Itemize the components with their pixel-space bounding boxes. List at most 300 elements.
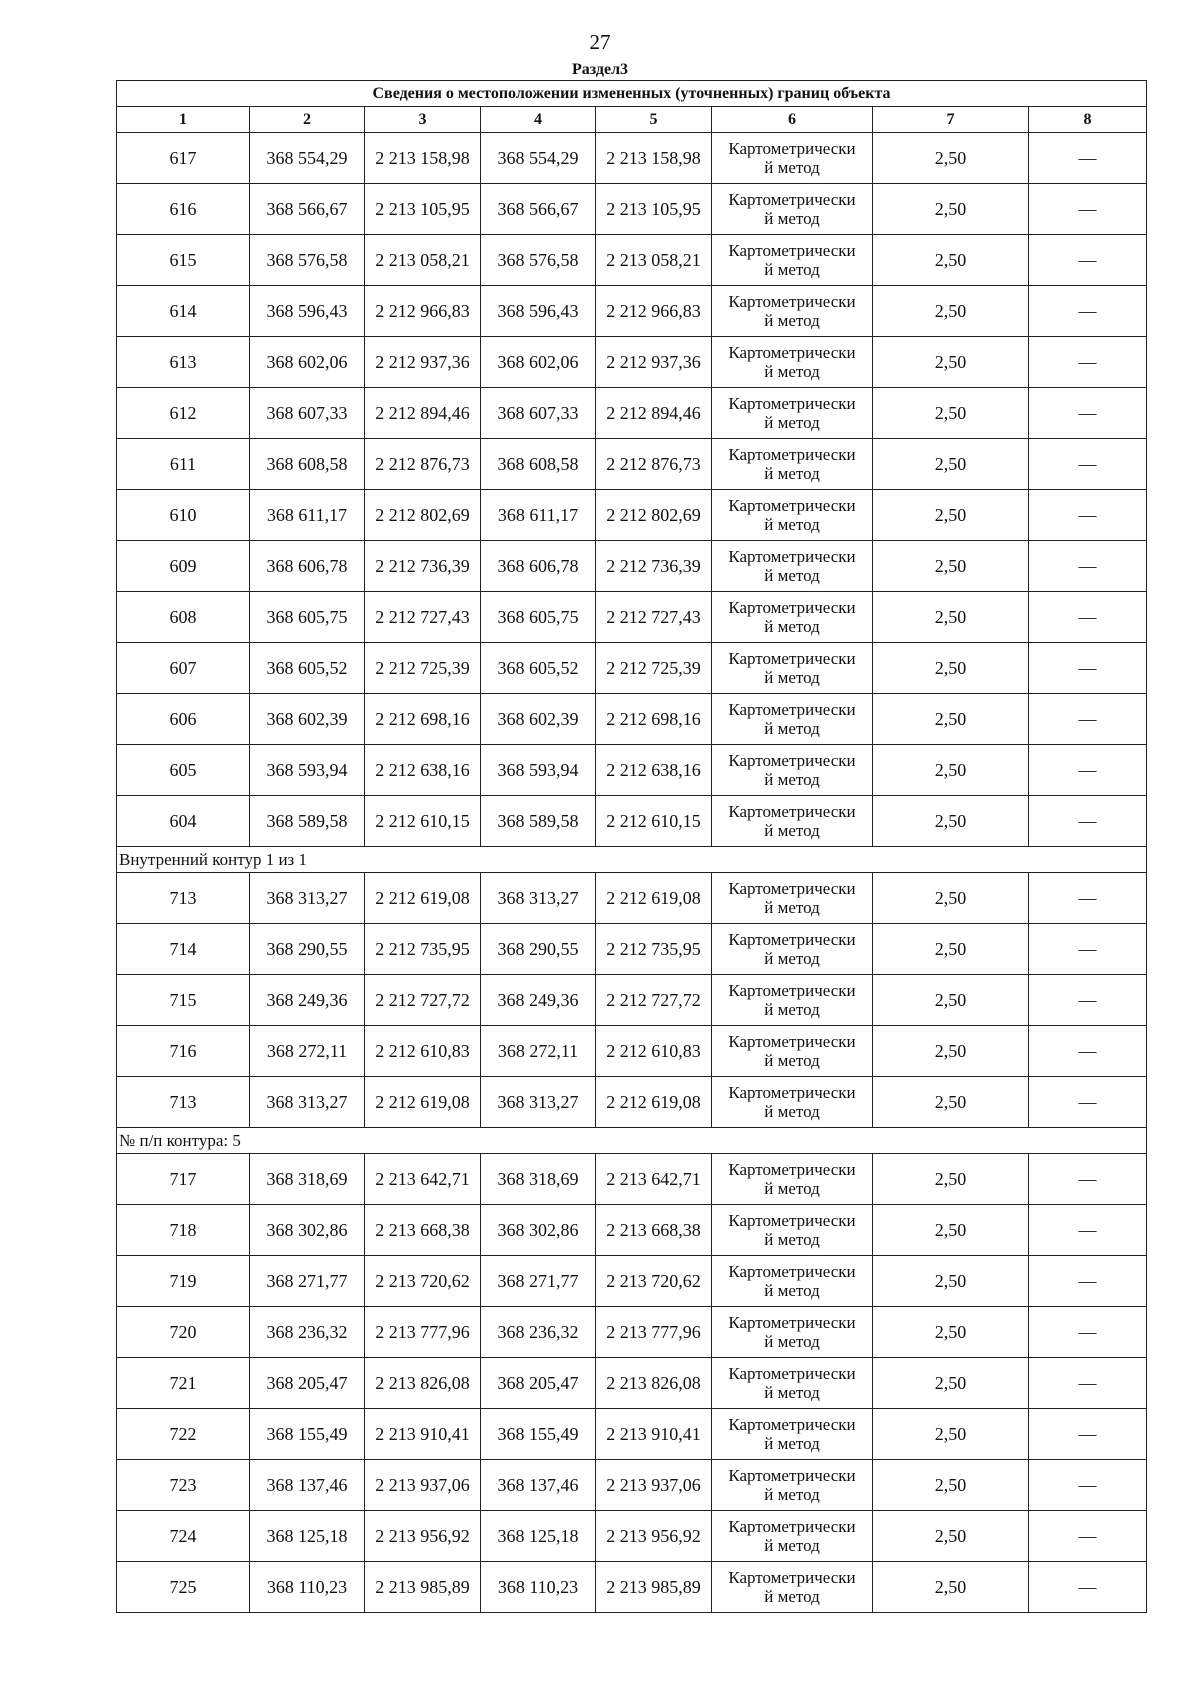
y-refined-cell: 2 213 777,96 [596, 1307, 712, 1358]
point-number-cell: 713 [117, 873, 250, 924]
column-number-row [117, 107, 1147, 133]
method-line-1: Картометрически [728, 190, 856, 209]
method-line-1: Картометрически [728, 1160, 856, 1179]
note-cell: — [1029, 337, 1147, 388]
point-number-cell: 725 [117, 1562, 250, 1613]
table-row [117, 1562, 1147, 1613]
point-number-cell: 714 [117, 924, 250, 975]
note-cell: — [1029, 439, 1147, 490]
x-existing-cell: 368 236,32 [250, 1307, 365, 1358]
method-cell [712, 1358, 873, 1409]
note-cell: — [1029, 184, 1147, 235]
y-refined-cell: 2 212 610,83 [596, 1026, 712, 1077]
x-existing-cell: 368 313,27 [250, 873, 365, 924]
note-cell: — [1029, 975, 1147, 1026]
x-refined-cell: 368 602,06 [481, 337, 596, 388]
method-line-2: й метод [764, 1587, 820, 1606]
column-header: 2 [250, 107, 365, 133]
table-row [117, 1307, 1147, 1358]
note-cell: — [1029, 541, 1147, 592]
method-line-1: Картометрически [728, 139, 856, 158]
y-refined-cell: 2 212 727,72 [596, 975, 712, 1026]
accuracy-cell: 2,50 [873, 388, 1029, 439]
accuracy-cell: 2,50 [873, 1358, 1029, 1409]
y-existing-cell: 2 213 668,38 [365, 1205, 481, 1256]
table-row [117, 1511, 1147, 1562]
method-line-2: й метод [764, 1051, 820, 1070]
y-existing-cell: 2 212 610,15 [365, 796, 481, 847]
x-existing-cell: 368 602,39 [250, 694, 365, 745]
y-existing-cell: 2 213 105,95 [365, 184, 481, 235]
accuracy-cell: 2,50 [873, 873, 1029, 924]
x-refined-cell: 368 318,69 [481, 1154, 596, 1205]
point-number-cell: 718 [117, 1205, 250, 1256]
y-existing-cell: 2 212 727,72 [365, 975, 481, 1026]
accuracy-cell: 2,50 [873, 337, 1029, 388]
note-cell: — [1029, 796, 1147, 847]
note-cell: — [1029, 1205, 1147, 1256]
method-line-2: й метод [764, 158, 820, 177]
table-row [117, 337, 1147, 388]
method-line-2: й метод [764, 1383, 820, 1402]
method-cell [712, 388, 873, 439]
note-cell: — [1029, 1511, 1147, 1562]
method-line-1: Картометрически [728, 1415, 856, 1434]
accuracy-cell: 2,50 [873, 1460, 1029, 1511]
method-line-1: Картометрически [728, 1364, 856, 1383]
x-existing-cell: 368 608,58 [250, 439, 365, 490]
accuracy-cell: 2,50 [873, 1077, 1029, 1128]
method-cell [712, 235, 873, 286]
point-number-cell: 724 [117, 1511, 250, 1562]
table-row [117, 694, 1147, 745]
y-existing-cell: 2 213 720,62 [365, 1256, 481, 1307]
method-cell [712, 592, 873, 643]
point-number-cell: 604 [117, 796, 250, 847]
x-refined-cell: 368 589,58 [481, 796, 596, 847]
y-existing-cell: 2 212 894,46 [365, 388, 481, 439]
accuracy-cell: 2,50 [873, 1562, 1029, 1613]
column-header: 5 [596, 107, 712, 133]
y-existing-cell: 2 212 638,16 [365, 745, 481, 796]
point-number-cell: 722 [117, 1409, 250, 1460]
method-cell [712, 1460, 873, 1511]
y-existing-cell: 2 212 937,36 [365, 337, 481, 388]
table-row [117, 796, 1147, 847]
x-existing-cell: 368 602,06 [250, 337, 365, 388]
note-cell: — [1029, 694, 1147, 745]
accuracy-cell: 2,50 [873, 1307, 1029, 1358]
method-cell [712, 1077, 873, 1128]
y-refined-cell: 2 212 727,43 [596, 592, 712, 643]
table-row [117, 745, 1147, 796]
method-cell [712, 541, 873, 592]
x-refined-cell: 368 249,36 [481, 975, 596, 1026]
y-existing-cell: 2 213 158,98 [365, 133, 481, 184]
method-line-2: й метод [764, 413, 820, 432]
table-row [117, 643, 1147, 694]
note-cell: — [1029, 745, 1147, 796]
method-line-1: Картометрически [728, 598, 856, 617]
column-header: 8 [1029, 107, 1147, 133]
x-refined-cell: 368 606,78 [481, 541, 596, 592]
method-line-2: й метод [764, 949, 820, 968]
note-cell: — [1029, 1077, 1147, 1128]
y-existing-cell: 2 213 058,21 [365, 235, 481, 286]
column-header: 6 [712, 107, 873, 133]
x-existing-cell: 368 205,47 [250, 1358, 365, 1409]
section-title: Раздел3 [571, 61, 629, 78]
point-number-cell: 719 [117, 1256, 250, 1307]
y-refined-cell: 2 212 610,15 [596, 796, 712, 847]
table-row [117, 388, 1147, 439]
method-line-1: Картометрически [728, 547, 856, 566]
x-existing-cell: 368 611,17 [250, 490, 365, 541]
point-number-cell: 617 [117, 133, 250, 184]
method-cell [712, 1409, 873, 1460]
note-cell: — [1029, 1562, 1147, 1613]
x-refined-cell: 368 611,17 [481, 490, 596, 541]
method-line-1: Картометрически [728, 930, 856, 949]
method-line-1: Картометрически [728, 649, 856, 668]
note-cell: — [1029, 235, 1147, 286]
y-existing-cell: 2 213 937,06 [365, 1460, 481, 1511]
table-row [117, 490, 1147, 541]
x-refined-cell: 368 566,67 [481, 184, 596, 235]
method-line-2: й метод [764, 209, 820, 228]
table-row [117, 133, 1147, 184]
x-existing-cell: 368 249,36 [250, 975, 365, 1026]
x-existing-cell: 368 318,69 [250, 1154, 365, 1205]
method-cell [712, 337, 873, 388]
note-cell: — [1029, 643, 1147, 694]
column-header: 4 [481, 107, 596, 133]
note-cell: — [1029, 1154, 1147, 1205]
table-title: Сведения о местоположении измененных (уточненных) границ объекта [117, 81, 1147, 107]
method-line-1: Картометрически [728, 445, 856, 464]
method-cell [712, 1026, 873, 1077]
accuracy-cell: 2,50 [873, 1256, 1029, 1307]
point-number-cell: 610 [117, 490, 250, 541]
accuracy-cell: 2,50 [873, 694, 1029, 745]
method-cell [712, 924, 873, 975]
method-line-1: Картометрически [728, 1466, 856, 1485]
method-line-1: Картометрически [728, 394, 856, 413]
method-line-1: Картометрически [728, 1211, 856, 1230]
point-number-cell: 607 [117, 643, 250, 694]
method-line-2: й метод [764, 1434, 820, 1453]
point-number-cell: 605 [117, 745, 250, 796]
accuracy-cell: 2,50 [873, 184, 1029, 235]
table-row [117, 1460, 1147, 1511]
x-refined-cell: 368 271,77 [481, 1256, 596, 1307]
accuracy-cell: 2,50 [873, 490, 1029, 541]
x-existing-cell: 368 566,67 [250, 184, 365, 235]
x-refined-cell: 368 593,94 [481, 745, 596, 796]
y-existing-cell: 2 212 876,73 [365, 439, 481, 490]
y-refined-cell: 2 213 668,38 [596, 1205, 712, 1256]
accuracy-cell: 2,50 [873, 745, 1029, 796]
method-line-2: й метод [764, 1332, 820, 1351]
method-line-2: й метод [764, 464, 820, 483]
note-cell: — [1029, 388, 1147, 439]
note-cell: — [1029, 1409, 1147, 1460]
method-line-1: Картометрически [728, 751, 856, 770]
y-existing-cell: 2 213 910,41 [365, 1409, 481, 1460]
point-number-cell: 606 [117, 694, 250, 745]
y-existing-cell: 2 212 966,83 [365, 286, 481, 337]
y-refined-cell: 2 213 826,08 [596, 1358, 712, 1409]
method-cell [712, 1511, 873, 1562]
x-existing-cell: 368 605,75 [250, 592, 365, 643]
method-line-1: Картометрически [728, 1262, 856, 1281]
method-line-1: Картометрически [728, 292, 856, 311]
point-number-cell: 717 [117, 1154, 250, 1205]
y-refined-cell: 2 213 058,21 [596, 235, 712, 286]
accuracy-cell: 2,50 [873, 439, 1029, 490]
accuracy-cell: 2,50 [873, 235, 1029, 286]
y-existing-cell: 2 212 736,39 [365, 541, 481, 592]
accuracy-cell: 2,50 [873, 975, 1029, 1026]
x-refined-cell: 368 554,29 [481, 133, 596, 184]
y-refined-cell: 2 212 966,83 [596, 286, 712, 337]
method-line-1: Картометрически [728, 496, 856, 515]
y-existing-cell: 2 213 985,89 [365, 1562, 481, 1613]
accuracy-cell: 2,50 [873, 924, 1029, 975]
table-row [117, 439, 1147, 490]
x-refined-cell: 368 596,43 [481, 286, 596, 337]
point-number-cell: 713 [117, 1077, 250, 1128]
method-line-1: Картометрически [728, 1568, 856, 1587]
accuracy-cell: 2,50 [873, 1205, 1029, 1256]
y-refined-cell: 2 212 876,73 [596, 439, 712, 490]
method-line-2: й метод [764, 1230, 820, 1249]
y-refined-cell: 2 212 619,08 [596, 873, 712, 924]
method-line-1: Картометрически [728, 241, 856, 260]
y-existing-cell: 2 212 802,69 [365, 490, 481, 541]
note-cell: — [1029, 1026, 1147, 1077]
method-cell [712, 694, 873, 745]
y-existing-cell: 2 213 642,71 [365, 1154, 481, 1205]
y-refined-cell: 2 212 802,69 [596, 490, 712, 541]
method-line-2: й метод [764, 1179, 820, 1198]
method-line-2: й метод [764, 668, 820, 687]
method-line-2: й метод [764, 1000, 820, 1019]
accuracy-cell: 2,50 [873, 1409, 1029, 1460]
y-refined-cell: 2 212 894,46 [596, 388, 712, 439]
accuracy-cell: 2,50 [873, 133, 1029, 184]
method-cell [712, 1256, 873, 1307]
contour-label-row [117, 847, 1147, 873]
x-existing-cell: 368 605,52 [250, 643, 365, 694]
y-existing-cell: 2 212 727,43 [365, 592, 481, 643]
method-cell [712, 1205, 873, 1256]
x-existing-cell: 368 593,94 [250, 745, 365, 796]
note-cell: — [1029, 1460, 1147, 1511]
x-existing-cell: 368 302,86 [250, 1205, 365, 1256]
y-refined-cell: 2 213 105,95 [596, 184, 712, 235]
y-existing-cell: 2 212 610,83 [365, 1026, 481, 1077]
method-line-1: Картометрически [728, 1032, 856, 1051]
point-number-cell: 723 [117, 1460, 250, 1511]
x-existing-cell: 368 137,46 [250, 1460, 365, 1511]
x-refined-cell: 368 608,58 [481, 439, 596, 490]
x-existing-cell: 368 554,29 [250, 133, 365, 184]
table-row [117, 1026, 1147, 1077]
x-existing-cell: 368 606,78 [250, 541, 365, 592]
note-cell: — [1029, 1358, 1147, 1409]
table-row [117, 1358, 1147, 1409]
point-number-cell: 616 [117, 184, 250, 235]
page-number: 27 [589, 30, 611, 54]
table-row [117, 541, 1147, 592]
table-row [117, 1409, 1147, 1460]
x-refined-cell: 368 607,33 [481, 388, 596, 439]
table-row [117, 1205, 1147, 1256]
table-row [117, 184, 1147, 235]
y-refined-cell: 2 212 937,36 [596, 337, 712, 388]
table-row [117, 1154, 1147, 1205]
method-cell [712, 745, 873, 796]
column-header: 3 [365, 107, 481, 133]
method-cell [712, 490, 873, 541]
x-existing-cell: 368 271,77 [250, 1256, 365, 1307]
y-refined-cell: 2 213 985,89 [596, 1562, 712, 1613]
x-existing-cell: 368 272,11 [250, 1026, 365, 1077]
y-existing-cell: 2 212 735,95 [365, 924, 481, 975]
x-existing-cell: 368 607,33 [250, 388, 365, 439]
method-cell [712, 184, 873, 235]
x-existing-cell: 368 596,43 [250, 286, 365, 337]
method-line-2: й метод [764, 362, 820, 381]
contour-label: № п/п контура: 5 [117, 1128, 1147, 1154]
note-cell: — [1029, 490, 1147, 541]
table-row [117, 924, 1147, 975]
x-refined-cell: 368 236,32 [481, 1307, 596, 1358]
y-existing-cell: 2 213 956,92 [365, 1511, 481, 1562]
method-line-1: Картометрически [728, 879, 856, 898]
method-cell [712, 286, 873, 337]
note-cell: — [1029, 924, 1147, 975]
x-refined-cell: 368 605,52 [481, 643, 596, 694]
y-refined-cell: 2 213 642,71 [596, 1154, 712, 1205]
method-line-2: й метод [764, 821, 820, 840]
accuracy-cell: 2,50 [873, 1511, 1029, 1562]
accuracy-cell: 2,50 [873, 796, 1029, 847]
point-number-cell: 720 [117, 1307, 250, 1358]
x-refined-cell: 368 576,58 [481, 235, 596, 286]
x-existing-cell: 368 155,49 [250, 1409, 365, 1460]
method-line-2: й метод [764, 1485, 820, 1504]
y-refined-cell: 2 212 735,95 [596, 924, 712, 975]
y-existing-cell: 2 212 619,08 [365, 1077, 481, 1128]
x-refined-cell: 368 137,46 [481, 1460, 596, 1511]
method-cell [712, 975, 873, 1026]
y-existing-cell: 2 212 698,16 [365, 694, 481, 745]
table-row [117, 286, 1147, 337]
method-cell [712, 643, 873, 694]
method-cell [712, 1562, 873, 1613]
method-line-1: Картометрически [728, 981, 856, 1000]
method-line-2: й метод [764, 1102, 820, 1121]
point-number-cell: 611 [117, 439, 250, 490]
coordinates-table [116, 80, 1147, 1613]
note-cell: — [1029, 1307, 1147, 1358]
x-refined-cell: 368 313,27 [481, 873, 596, 924]
method-cell [712, 1154, 873, 1205]
method-line-2: й метод [764, 719, 820, 738]
accuracy-cell: 2,50 [873, 592, 1029, 643]
y-existing-cell: 2 213 777,96 [365, 1307, 481, 1358]
method-line-2: й метод [764, 1536, 820, 1555]
method-line-1: Картометрически [728, 802, 856, 821]
x-refined-cell: 368 302,86 [481, 1205, 596, 1256]
x-existing-cell: 368 110,23 [250, 1562, 365, 1613]
contour-label: Внутренний контур 1 из 1 [117, 847, 1147, 873]
y-refined-cell: 2 212 638,16 [596, 745, 712, 796]
method-line-1: Картометрически [728, 343, 856, 362]
point-number-cell: 715 [117, 975, 250, 1026]
table-row [117, 1256, 1147, 1307]
column-header: 7 [873, 107, 1029, 133]
method-cell [712, 796, 873, 847]
accuracy-cell: 2,50 [873, 286, 1029, 337]
method-line-2: й метод [764, 1281, 820, 1300]
point-number-cell: 716 [117, 1026, 250, 1077]
point-number-cell: 608 [117, 592, 250, 643]
x-refined-cell: 368 272,11 [481, 1026, 596, 1077]
method-line-1: Картометрически [728, 1517, 856, 1536]
y-refined-cell: 2 213 937,06 [596, 1460, 712, 1511]
x-existing-cell: 368 589,58 [250, 796, 365, 847]
method-line-2: й метод [764, 898, 820, 917]
method-cell [712, 1307, 873, 1358]
note-cell: — [1029, 1256, 1147, 1307]
x-refined-cell: 368 602,39 [481, 694, 596, 745]
contour-label-row [117, 1128, 1147, 1154]
x-refined-cell: 368 605,75 [481, 592, 596, 643]
table-row [117, 592, 1147, 643]
point-number-cell: 613 [117, 337, 250, 388]
method-line-2: й метод [764, 617, 820, 636]
table-row [117, 873, 1147, 924]
method-line-2: й метод [764, 566, 820, 585]
x-refined-cell: 368 125,18 [481, 1511, 596, 1562]
x-existing-cell: 368 290,55 [250, 924, 365, 975]
accuracy-cell: 2,50 [873, 541, 1029, 592]
y-refined-cell: 2 213 720,62 [596, 1256, 712, 1307]
y-refined-cell: 2 213 910,41 [596, 1409, 712, 1460]
method-line-2: й метод [764, 260, 820, 279]
table-row [117, 975, 1147, 1026]
method-cell [712, 133, 873, 184]
note-cell: — [1029, 592, 1147, 643]
y-existing-cell: 2 212 619,08 [365, 873, 481, 924]
point-number-cell: 612 [117, 388, 250, 439]
y-refined-cell: 2 212 619,08 [596, 1077, 712, 1128]
point-number-cell: 614 [117, 286, 250, 337]
method-line-1: Картометрически [728, 1313, 856, 1332]
x-existing-cell: 368 125,18 [250, 1511, 365, 1562]
note-cell: — [1029, 286, 1147, 337]
x-refined-cell: 368 205,47 [481, 1358, 596, 1409]
accuracy-cell: 2,50 [873, 1154, 1029, 1205]
point-number-cell: 609 [117, 541, 250, 592]
table-row [117, 235, 1147, 286]
y-refined-cell: 2 213 956,92 [596, 1511, 712, 1562]
y-refined-cell: 2 212 736,39 [596, 541, 712, 592]
note-cell: — [1029, 873, 1147, 924]
